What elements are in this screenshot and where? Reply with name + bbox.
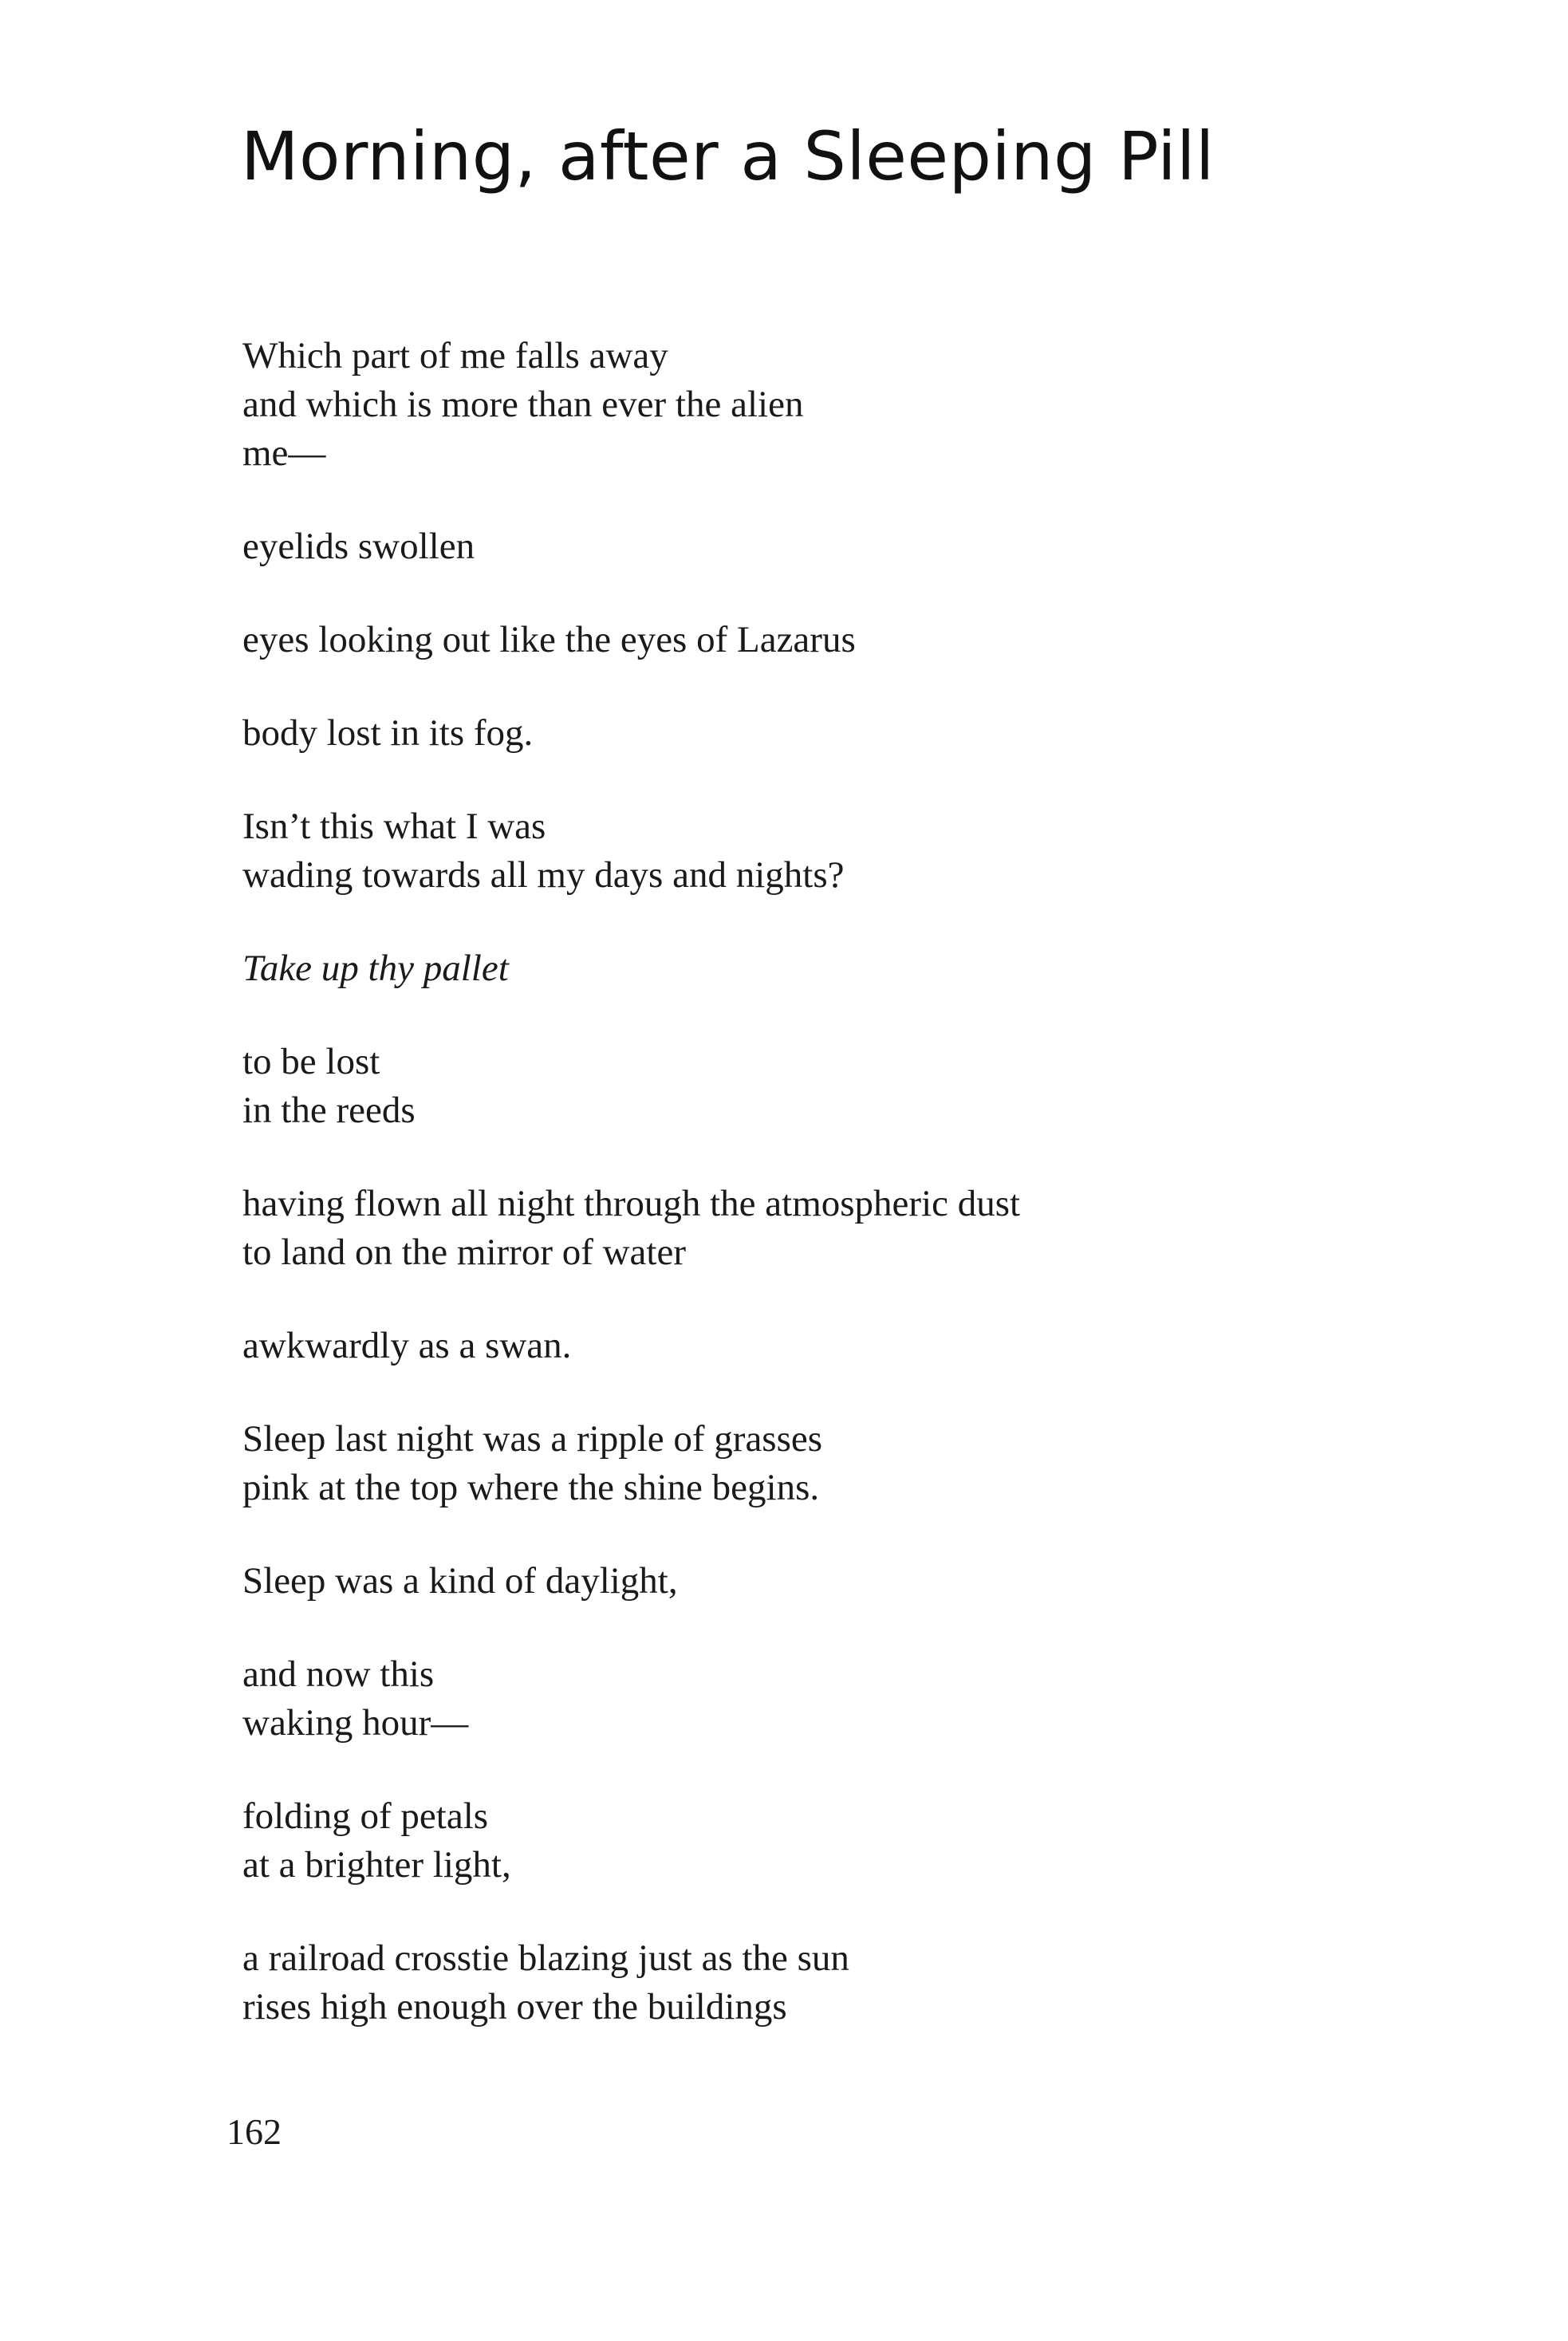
poem-stanza [242, 1792, 1439, 1890]
poem-line: Sleep was a kind of daylight, [242, 1560, 678, 1602]
poem-title: Morning, after a Sleeping Pill [241, 117, 1215, 195]
poem-line: Take up thy pallet [242, 948, 509, 989]
page-number: 162 [227, 2111, 282, 2152]
poem-line: rises high enough over the buildings [242, 1986, 787, 2028]
poem-stanza [242, 332, 1439, 478]
poem-line: folding of petals [242, 1795, 489, 1837]
poem-stanza [242, 616, 1439, 664]
poem-line: and now this [242, 1653, 435, 1695]
poem-line: at a brighter light, [242, 1844, 511, 1886]
poem-stanza [242, 1557, 1439, 1606]
poem-line: and which is more than ever the alien [242, 384, 804, 425]
poem-line: eyes looking out like the eyes of Lazarus [242, 619, 856, 660]
poem-line: to land on the mirror of water [242, 1232, 686, 1273]
poem-stanza [242, 1038, 1439, 1135]
poem-line: Sleep last night was a ripple of grasses [242, 1418, 823, 1460]
poem-line: wading towards all my days and nights? [242, 854, 845, 896]
poem-line: to be lost [242, 1041, 380, 1082]
poem-line: a railroad crosstie blazing just as the sun [242, 1937, 849, 1979]
poem-line: eyelids swollen [242, 526, 475, 567]
poem-stanza [242, 1934, 1439, 2032]
poem-stanza [242, 1322, 1439, 1370]
poem-stanza [242, 1180, 1439, 1277]
poem-line: Which part of me falls away [242, 335, 668, 376]
poem-line: body lost in its fog. [242, 712, 534, 754]
poem-line: waking hour— [242, 1702, 469, 1744]
poem-line: pink at the top where the shine begins. [242, 1467, 820, 1508]
poem-stanza [242, 522, 1439, 571]
poem-body [242, 332, 1439, 2076]
poem-line: in the reeds [242, 1090, 416, 1131]
poem-line: me— [242, 432, 326, 474]
poem-stanza [242, 944, 1439, 993]
poem-stanza [242, 709, 1439, 758]
poem-stanza [242, 1415, 1439, 1512]
poem-stanza [242, 1650, 1439, 1748]
poem-line: having flown all night through the atmospheric dust [242, 1183, 1021, 1224]
poem-line: Isn’t this what I was [242, 806, 546, 847]
poem-stanza [242, 802, 1439, 900]
poem-line: awkwardly as a swan. [242, 1325, 572, 1366]
